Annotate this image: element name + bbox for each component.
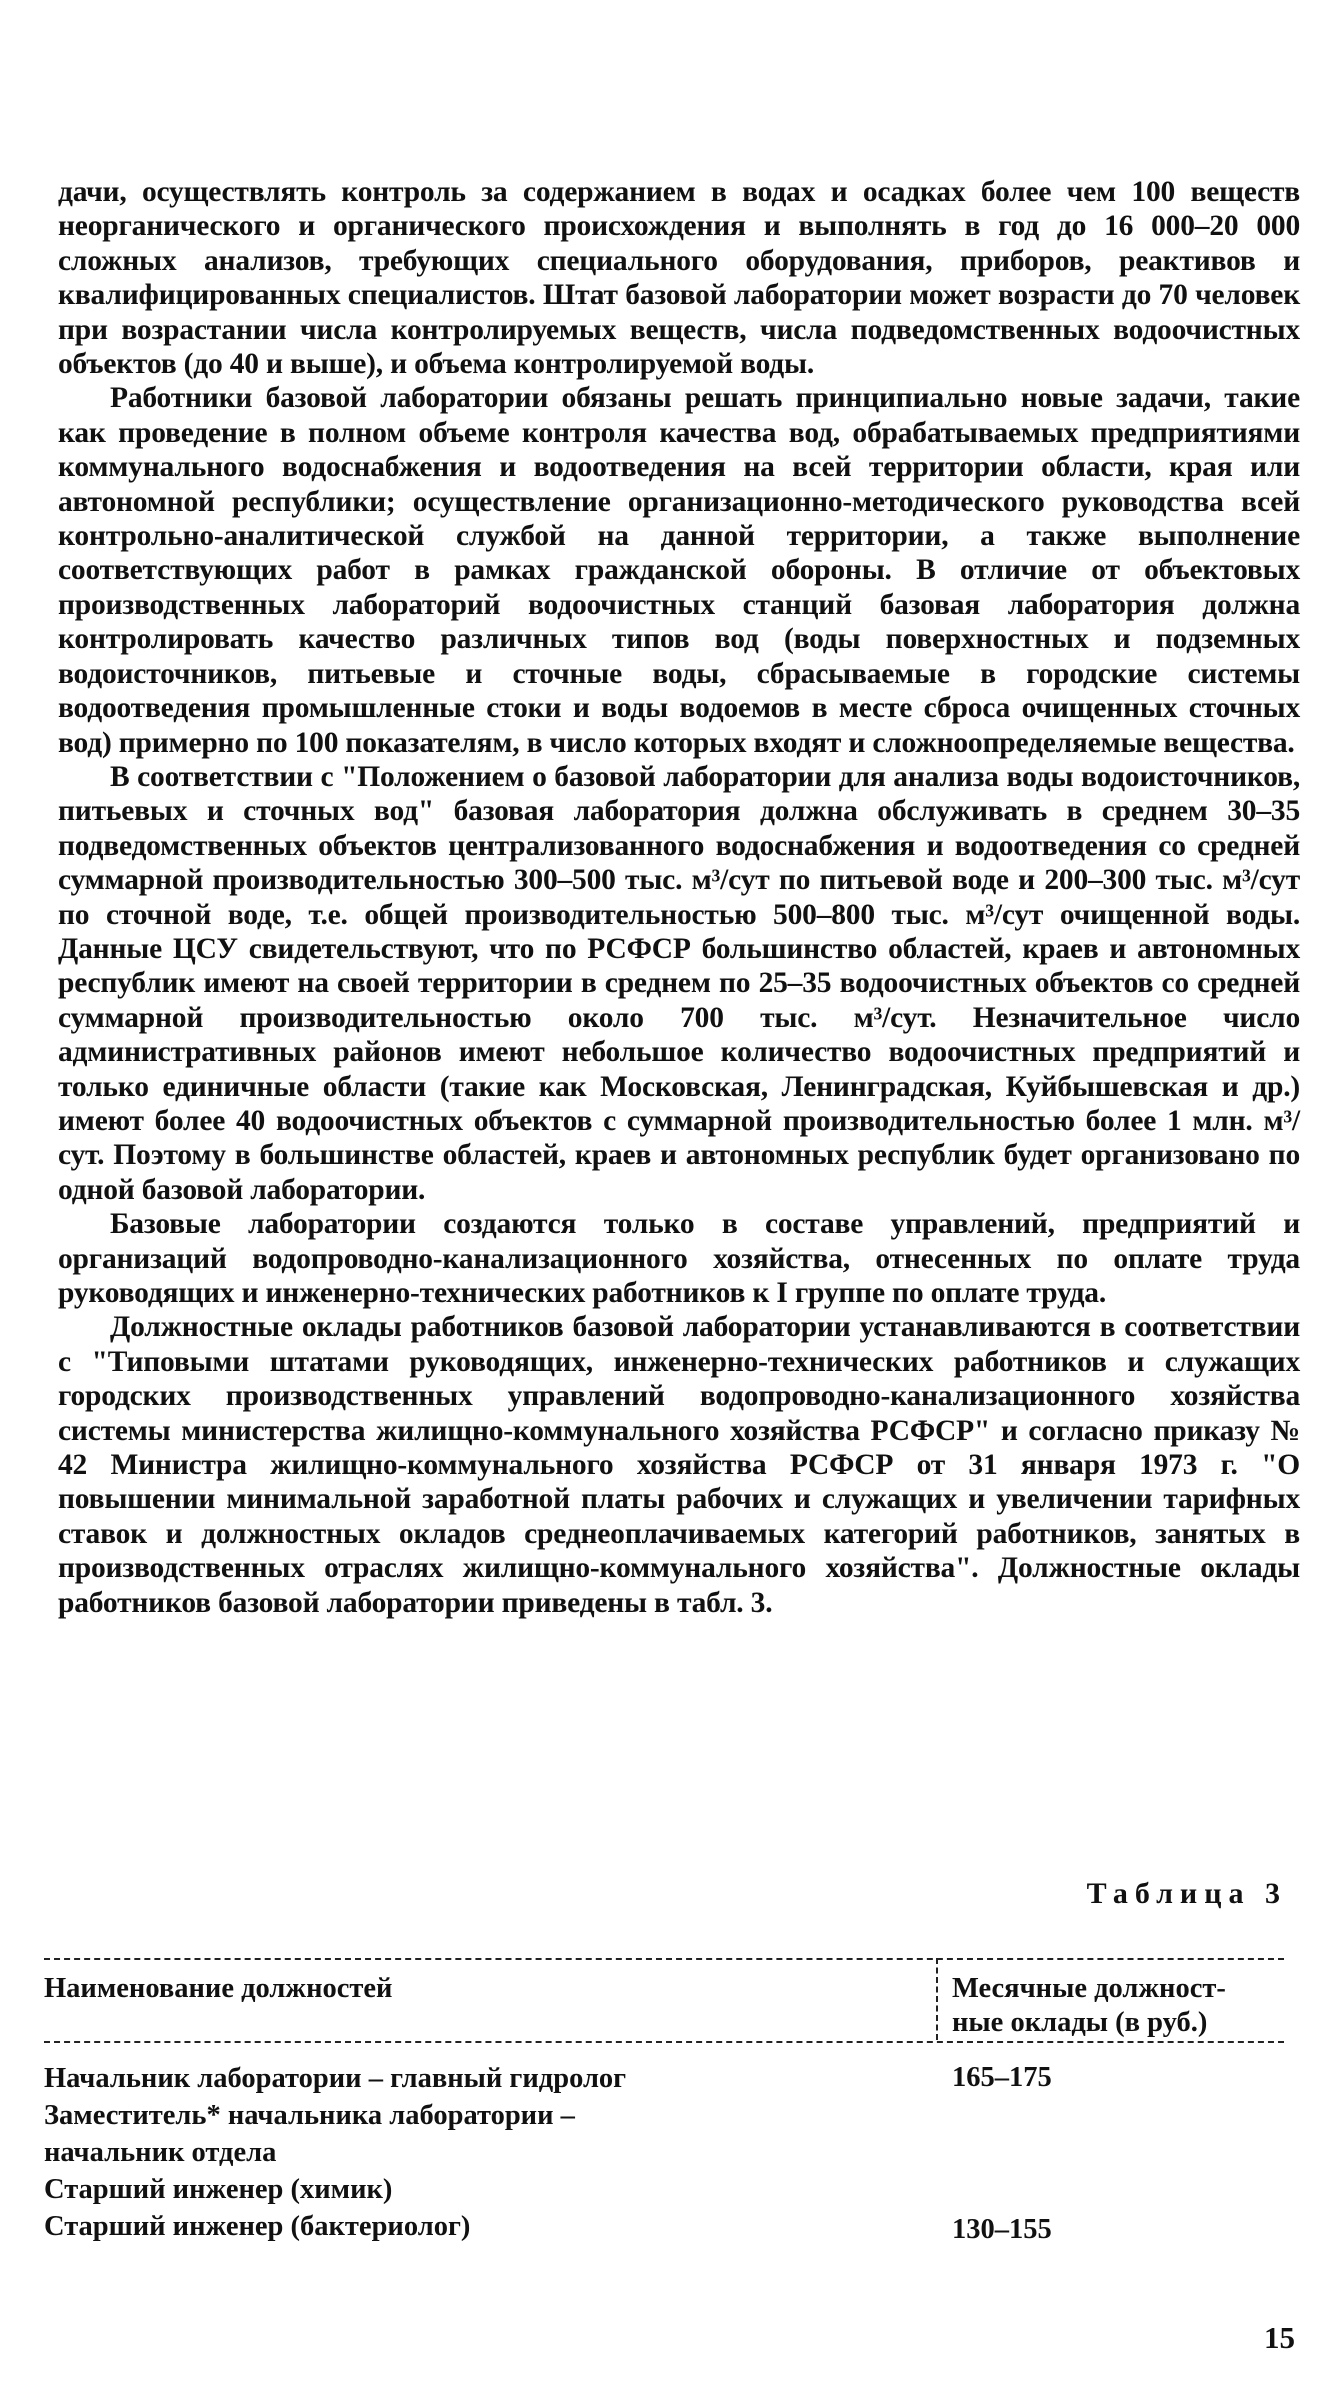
table-top-rule <box>44 1958 1284 1960</box>
table-caption: Таблица 3 <box>1086 1877 1287 1910</box>
paragraph-5: Должностные оклады работников базовой лаборатории устанавливаются в соответствии с "Типовыми штатами руководящих, инженерно-технических работников и служащих городских производственных управлений водопроводно-канализационного хозяйства системы министерства жилищно-коммунального хозяйства РСФСР" и согласно приказу № 42 Министра жилищно-коммунального хозяйства РСФСР от 31 января 1973 г. "О повышении минимальной заработной платы рабочих и служащих и увеличении тарифных ставок и должностных окладов среднеоплачиваемых категорий работников, занятых в производственных отраслях жилищно-коммунального хозяйства". Должностные оклады работников базовой лаборатории приведены в табл. 3. <box>58 1311 1300 1619</box>
table-row-salary: 165–175 <box>952 2062 1052 2093</box>
table-row-position: Заместитель* начальника лаборатории – <box>44 2100 575 2131</box>
paragraph-4: Базовые лаборатории создаются только в составе управлений, предприятий и организаций водопроводно-канализационного хозяйства, отнесенных по оплате труда руководящих и инженерно-технических работников к I группе по оплате труда. <box>58 1208 1300 1309</box>
page-number: 15 <box>1264 2320 1295 2355</box>
paragraph-3: В соответствии с "Положением о базовой лаборатории для анализа воды водоисточников, питьевых и сточных вод" базовая лаборатория должна обслуживать в среднем 30–35 подведомственных объектов централизованного водоснабжения и водоотведения со средней суммарной производительностью 300–500 тыс. м³/сут по питьевой воде и 200–300 тыс. м³/сут по сточной воде, т.е. общей производительностью 500–800 тыс. м³/сут очищенной воды. Данные ЦСУ свидетельствуют, что по РСФСР большинство областей, краев и автономных республик имеют на своей территории в среднем по 25–35 водоочистных объектов со средней суммарной производительностью около 700 тыс. м³/сут. Незначительное число административных районов имеют небольшое количество водоочистных предприятий и только единичные области (такие как Московская, Ленинградская, Куйбышевская и др.) имеют более 40 водоочистных объектов с суммарной производительностью более 1 млн. м³/сут. Поэтому в большинстве областей, краев и автономных республик будет организовано по одной базовой лаборатории. <box>58 760 1300 1206</box>
paragraph-2: Работники базовой лаборатории обязаны решать принципиально новые задачи, такие как проведение в полном объеме контроля качества вод, обрабатываемых предприятиями коммунального водоснабжения и водоотведения на всей территории области, края или автономной республики; осуществление организационно-методического руководства всей контрольно-аналитической службой на данной территории, а также выполнение соответствующих работ в рамках гражданской обороны. В отличие от объектовых производственных лабораторий водоочистных станций базовая лаборатория должна контролировать качество различных типов вод (воды поверхностных и подземных водоисточников, питьевые и сточные воды, сбрасываемые в городские системы водоотведения промышленные стоки и воды водоемов в месте сброса очищенных сточных вод) примерно по 100 показателям, в число которых входят и сложноопределяемые вещества. <box>58 382 1300 759</box>
table-header-position: Наименование должностей <box>44 1973 393 2004</box>
table-row-position: Начальник лаборатории – главный гидролог <box>44 2063 627 2094</box>
table-row-position: Старший инженер (бактериолог) <box>44 2211 471 2242</box>
table-header-rule <box>44 2041 1284 2043</box>
table-column-divider <box>936 1958 938 2040</box>
table-row-salary: 130–155 <box>952 2214 1052 2245</box>
table-row-position: начальник отдела <box>44 2137 277 2168</box>
paragraph-1: дачи, осуществлять контроль за содержанием в водах и осадках более чем 100 веществ неорганического и органического происхождения и выполнять в год до 16 000–20 000 сложных анализов, требующих специального оборудования, приборов, реактивов и квалифицированных специалистов. Штат базовой лаборатории может возрасти до 70 человек при возрастании числа контролируемых веществ, числа подведомственных водоочистных объектов (до 40 и выше), и объема контролируемой воды. <box>58 176 1300 381</box>
table-header-salary-line2: ные оклады (в руб.) <box>952 2007 1208 2038</box>
table-row-position: Старший инженер (химик) <box>44 2174 393 2205</box>
table-header-salary-line1: Месячные должност- <box>952 1973 1226 2004</box>
body-text <box>58 175 1300 1620</box>
